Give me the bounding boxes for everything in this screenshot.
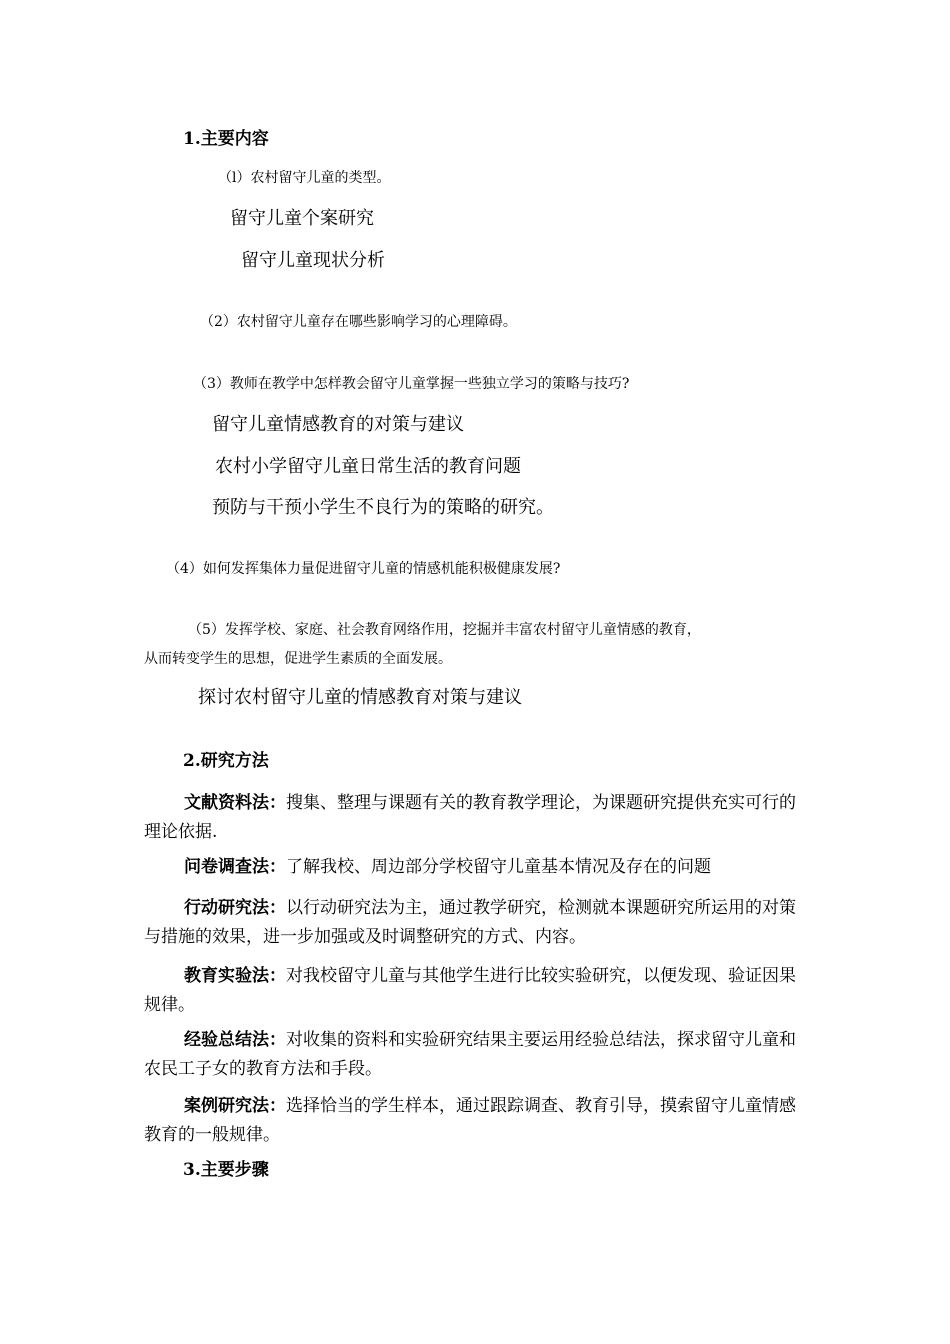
method-text: 对收集的资料和实验研究结果主要运用经验总结法，探求留守儿童和农民工子女的教育方法和手段。 xyxy=(144,1030,796,1079)
section1-item4: （4）如何发挥集体力量促进留守儿童的情感机能积极健康发展? xyxy=(166,561,561,577)
method-questionnaire xyxy=(144,853,800,882)
method-term: 案例研究法： xyxy=(184,1096,286,1116)
section1-sub1b: 留守儿童现状分析 xyxy=(241,250,385,271)
section1-item2: （2）农村留守儿童存在哪些影响学习的心理障碍。 xyxy=(200,314,517,330)
method-experience-summary xyxy=(144,1026,800,1084)
method-term: 文献资料法： xyxy=(184,793,286,813)
section1-heading: 1.主要内容 xyxy=(183,129,269,149)
method-term: 经验总结法： xyxy=(184,1030,286,1050)
method-text: 选择恰当的学生样本，通过跟踪调查、教育引导，摸索留守儿童情感教育的一般规律。 xyxy=(144,1096,796,1145)
section1-item1: （l）农村留守儿童的类型。 xyxy=(218,170,391,186)
section1-item3: （3）教师在教学中怎样教会留守儿童掌握一些独立学习的策略与技巧? xyxy=(193,376,630,392)
method-text: 了解我校、周边部分学校留守儿童基本情况及存在的问题 xyxy=(286,857,711,877)
method-text: 搜集、整理与课题有关的教育教学理论，为课题研究提供充实可行的理论依据. xyxy=(144,793,796,842)
method-literature xyxy=(144,789,800,847)
section1-item5-line2: 从而转变学生的思想，促进学生素质的全面发展。 xyxy=(144,651,452,667)
section3-heading: 3.主要步骤 xyxy=(183,1160,269,1180)
method-text: 以行动研究法为主，通过教学研究，检测就本课题研究所运用的对策与措施的效果，进一步加强或及时调整研究的方式、内容。 xyxy=(144,898,796,947)
method-term: 问卷调查法： xyxy=(184,857,286,877)
section1-item5-line1: （5）发挥学校、家庭、社会教育网络作用，挖掘并丰富农村留守儿童情感的教育， xyxy=(188,622,701,638)
section1-sub5a: 探讨农村留守儿童的情感教育对策与建议 xyxy=(198,687,522,708)
section1-sub3a: 留守儿童情感教育的对策与建议 xyxy=(212,414,464,435)
method-experiment xyxy=(144,962,800,1020)
section1-sub3b: 农村小学留守儿童日常生活的教育问题 xyxy=(215,456,521,477)
method-case-study xyxy=(144,1092,800,1150)
method-term: 行动研究法： xyxy=(184,898,286,918)
method-term: 教育实验法： xyxy=(184,966,286,986)
section1-sub3c: 预防与干预小学生不良行为的策略的研究。 xyxy=(212,497,554,518)
method-text: 对我校留守儿童与其他学生进行比较实验研究，以便发现、验证因果规律。 xyxy=(144,966,796,1015)
section1-sub1a: 留守儿童个案研究 xyxy=(230,208,374,229)
method-action-research xyxy=(144,894,800,952)
section2-heading: 2.研究方法 xyxy=(183,751,269,771)
